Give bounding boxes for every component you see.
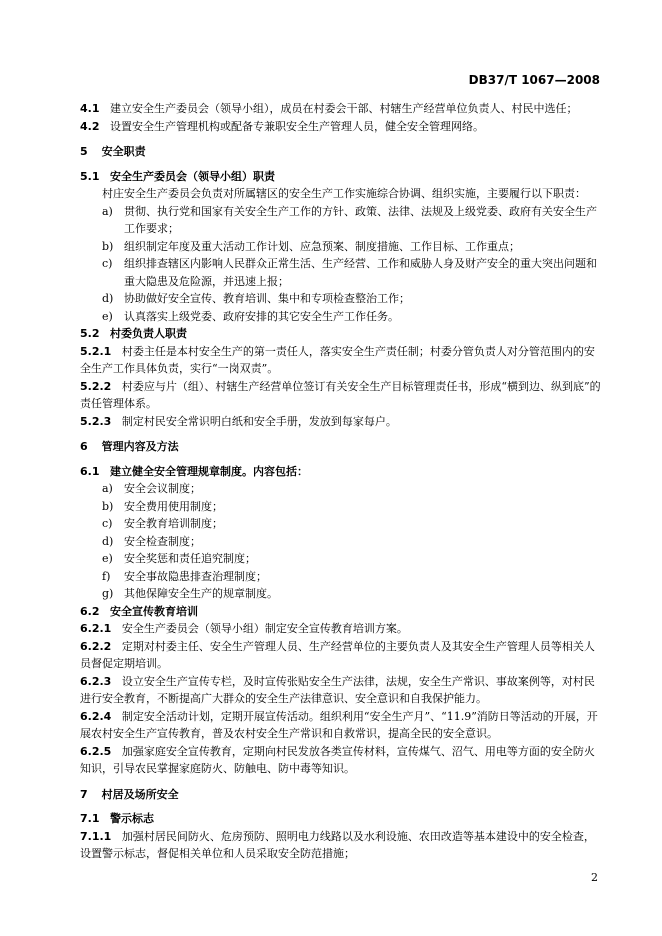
clause-number: 7 [80, 787, 88, 801]
list-item-text: 认真落实上级党委、政府安排的其它安全生产工作任务。 [124, 309, 399, 323]
list-item [80, 480, 602, 498]
clause-text: 村居及场所安全 [101, 787, 179, 801]
clause-text: 警示标志 [110, 812, 154, 825]
clause-text: 安全生产委员会（领导小组）职责 [110, 169, 275, 183]
subsection-heading [80, 168, 602, 186]
clause-paragraph [80, 118, 602, 136]
list-item-text: 其他保障安全生产的规章制度。 [124, 587, 278, 600]
list-item [80, 515, 602, 533]
clause-number: 6.2 [80, 604, 100, 618]
clause-number: 7.1 [80, 812, 100, 825]
section-heading [80, 786, 602, 804]
list-item [80, 203, 602, 238]
list-item-text: 贯彻、执行党和国家有关安全生产工作的方针、政策、法律、法规及上级党委、政府有关安全生产工作要求； [124, 204, 597, 235]
subsection-heading [80, 325, 602, 343]
list-marker: f) [102, 569, 111, 583]
clause-paragraph [80, 828, 602, 863]
list-item-text: 安全教育培训制度； [124, 517, 223, 530]
list-marker: a) [102, 204, 113, 218]
clause-number: 7.1.1 [80, 829, 112, 843]
clause-paragraph [80, 708, 602, 743]
clause-text: 安全生产委员会（领导小组）制定安全宣传教育培训方案。 [121, 622, 408, 635]
clause-number: 5.1 [80, 169, 100, 183]
clause-text: 村委负责人职责 [110, 327, 187, 340]
list-item [80, 255, 602, 290]
list-marker: b) [102, 239, 114, 253]
clause-text: 制定安全活动计划，定期开展宣传活动。组织利用“安全生产月”、“11.9”消防日等活动的开展，开展农村安全生产宣传教育，普及农村安全生产常识和自救常识，提高全民的安全意识。 [80, 709, 598, 740]
list-item [80, 498, 602, 516]
clause-text: 定期对村委主任、安全生产管理人员、生产经营单位的主要负责人及其安全生产管理人员等相关人员督促定期培训。 [80, 639, 595, 670]
list-item-text: 安全检查制度； [124, 534, 201, 548]
clause-number: 6.2.1 [80, 622, 112, 635]
clause-number: 6.2.4 [80, 709, 112, 723]
list-marker: e) [102, 309, 113, 323]
subsection-heading [80, 463, 602, 481]
clause-text: 建立健全安全管理规章制度。内容包括： [110, 464, 308, 478]
section-heading [80, 438, 602, 456]
standard-number: DB37/T 1067—2008 [468, 73, 600, 87]
list-marker: a) [102, 482, 113, 495]
clause-text: 建立安全生产委员会（领导小组），成员在村委会干部、村辖生产经营单位负责人、村民中选任； [110, 102, 578, 115]
list-marker: b) [102, 499, 114, 513]
clause-text: 安全职责 [101, 145, 146, 158]
list-item-text: 安全事故隐患排查治理制度； [124, 569, 267, 583]
list-item-text: 协助做好安全宣传、教育培训、集中和专项检查整治工作； [124, 292, 410, 305]
clause-text: 设立安全生产宣传专栏，及时宣传张贴安全生产法律，法规，安全生产常识、事故案例等，对村民进行安全教育，不断提高广大群众的安全生产法律意识、安全意识和自我保护能力。 [80, 674, 595, 705]
clause-number: 5.2 [80, 327, 100, 340]
list-item [80, 533, 602, 551]
clause-text: 安全宣传教育培训 [110, 604, 198, 618]
clause-text: 加强村居民间防火、危房预防、照明电力线路以及水利设施、农田改造等基本建设中的安全检查，设置警示标志，督促相关单位和人员采取安全防范措施； [80, 829, 595, 860]
clause-number: 5.2.2 [80, 379, 112, 393]
clause-paragraph [80, 100, 602, 118]
clause-text: 管理内容及方法 [101, 440, 179, 453]
clause-paragraph [80, 378, 602, 413]
list-item [80, 238, 602, 256]
clause-text: 村委主任是本村安全生产的第一责任人，落实安全生产责任制；村委分管负责人对分管范围内的安全生产工作具体负责，实行“一岗双责”。 [80, 344, 595, 375]
list-item-text: 安全费用使用制度； [124, 499, 223, 513]
clause-number: 4.2 [80, 119, 100, 133]
clause-number: 6.1 [80, 464, 100, 478]
list-marker: g) [102, 587, 114, 600]
document-body [80, 100, 602, 863]
list-marker: d) [102, 534, 114, 548]
clause-number: 5 [80, 145, 88, 158]
list-item [80, 585, 602, 603]
list-item-text: 组织排查辖区内影响人民群众正常生活、生产经营、工作和威胁人身及财产安全的重大突出问题和重大隐患及危险源，并迅速上报； [124, 257, 597, 288]
list-item [80, 290, 602, 308]
list-item [80, 550, 602, 568]
clause-paragraph [80, 413, 602, 431]
section-heading [80, 143, 602, 161]
clause-paragraph [80, 638, 602, 673]
subsection-heading [80, 810, 602, 828]
clause-number: 5.2.1 [80, 344, 112, 358]
list-item-text: 组织制定年度及重大活动工作计划、应急预案、制度措施、工作目标、工作重点； [124, 239, 520, 253]
clause-text: 加强家庭安全宣传教育，定期向村民发放各类宣传材料，宣传煤气、沼气、用电等方面的安全防火知识，引导农民掌握家庭防火、防触电、防中毒等知识。 [80, 744, 595, 775]
clause-paragraph [80, 743, 602, 778]
list-marker: e) [102, 552, 113, 565]
clause-number: 4.1 [80, 102, 100, 115]
clause-number: 6.2.3 [80, 674, 112, 688]
clause-text: 制定村民安全常识明白纸和安全手册，发放到每家每户。 [121, 414, 397, 428]
list-marker: c) [102, 257, 113, 270]
intro-paragraph: 村庄安全生产委员会负责对所属辖区的安全生产工作实施综合协调、组织实施，主要履行以下职责： [102, 187, 586, 200]
clause-number: 6.2.5 [80, 744, 112, 758]
clause-number: 6.2.2 [80, 639, 112, 653]
clause-paragraph [80, 673, 602, 708]
list-item [80, 568, 602, 586]
clause-paragraph [80, 343, 602, 378]
clause-number: 5.2.3 [80, 414, 112, 428]
page-number: 2 [591, 871, 598, 884]
clause-paragraph [80, 620, 602, 638]
clause-text: 设置安全生产管理机构或配备专兼职安全生产管理人员，健全安全管理网络。 [110, 119, 484, 133]
list-marker: d) [102, 292, 114, 305]
clause-text: 村委应与片（组）、村辖生产经营单位签订有关安全生产目标管理责任书，形成“横到边、纵到底”的责任管理体系。 [80, 379, 601, 410]
list-marker: c) [102, 517, 113, 530]
clause-number: 6 [80, 440, 88, 453]
list-item-text: 安全奖惩和责任追究制度； [124, 552, 256, 565]
list-item [80, 308, 602, 326]
subsection-heading [80, 603, 602, 621]
list-item-text: 安全会议制度； [124, 482, 201, 495]
